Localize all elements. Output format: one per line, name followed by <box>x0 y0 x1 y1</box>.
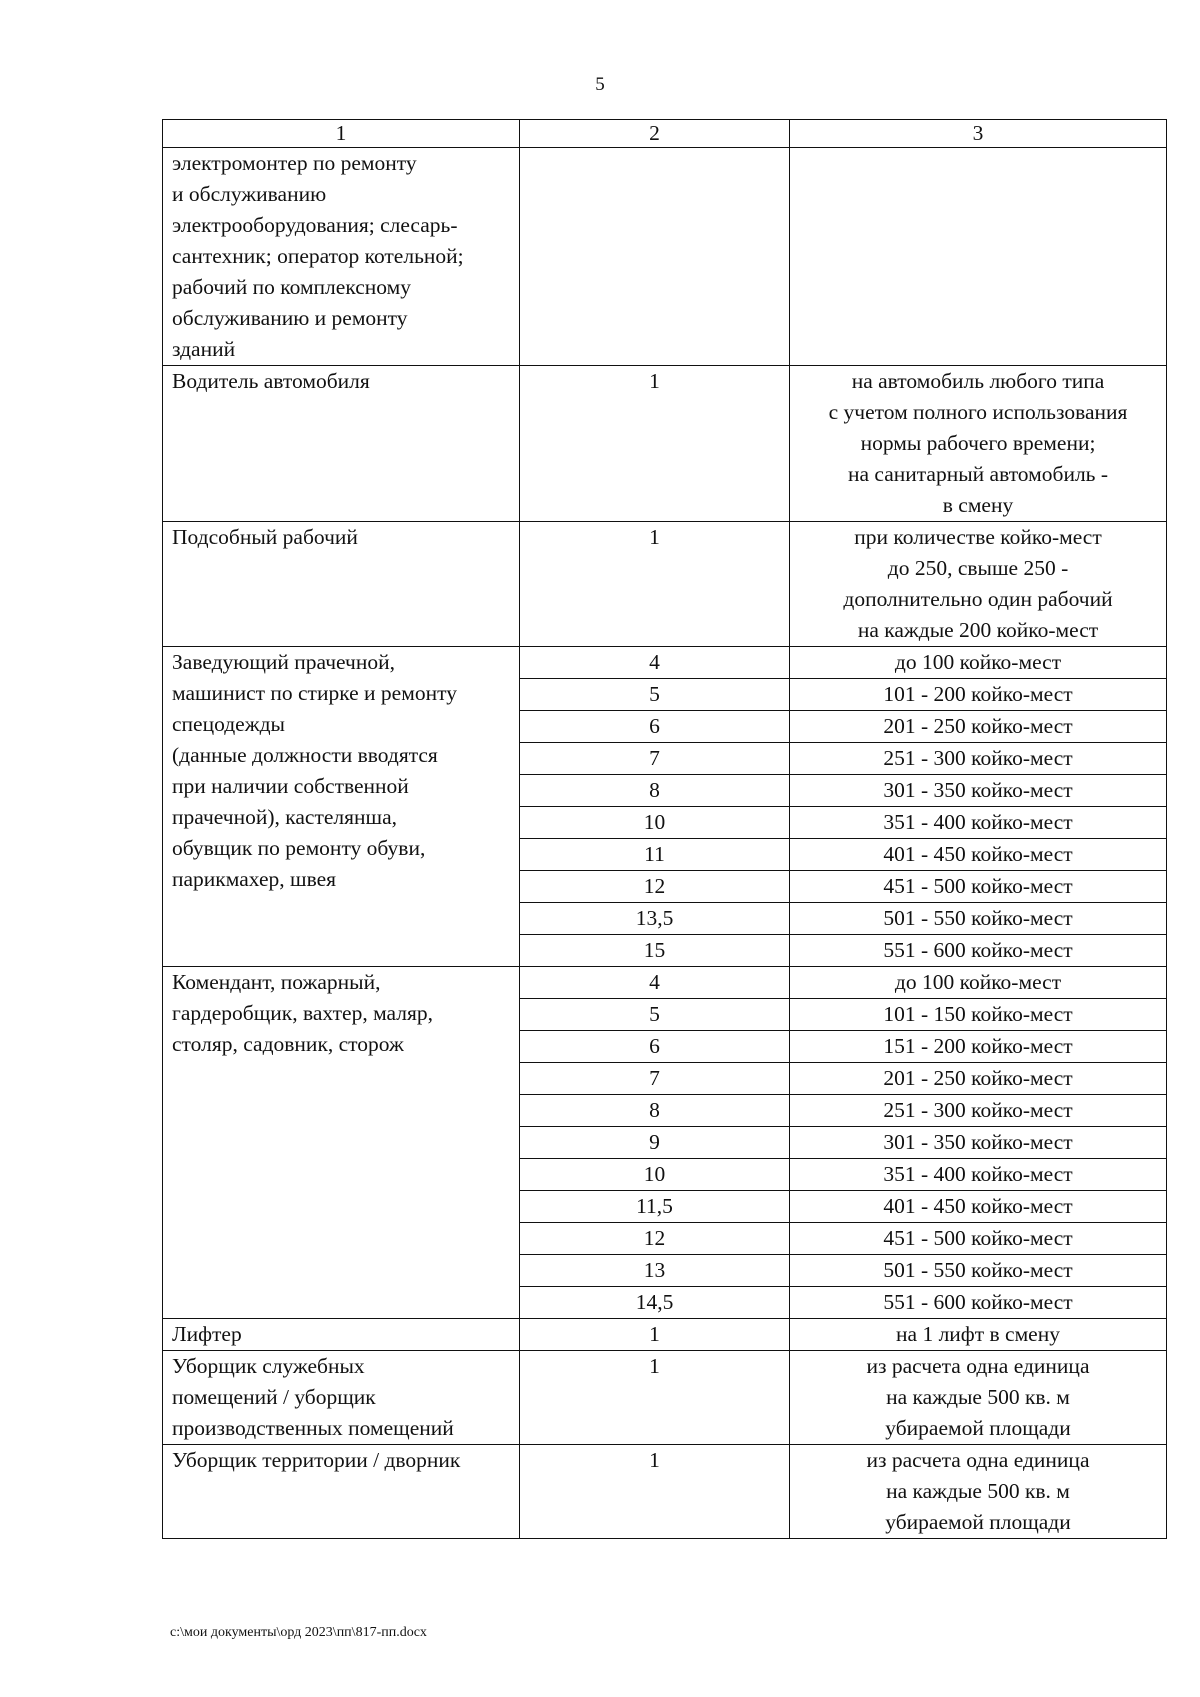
note-cell: из расчета одна единица на каждые 500 кв. м убираемой площади <box>790 1445 1167 1539</box>
quantity-cell: 1 <box>520 1351 790 1445</box>
note-cell: 251 - 300 койко-мест <box>790 1095 1167 1127</box>
quantity-cell: 15 <box>520 935 790 967</box>
position-cell: Уборщик служебных помещений / уборщик производственных помещений <box>163 1351 520 1445</box>
quantity-cell: 1 <box>520 366 790 522</box>
note-cell: на 1 лифт в смену <box>790 1319 1167 1351</box>
note-cell: 551 - 600 койко-мест <box>790 935 1167 967</box>
quantity-cell: 5 <box>520 679 790 711</box>
column-header-3: 3 <box>790 120 1167 148</box>
note-cell: 501 - 550 койко-мест <box>790 1255 1167 1287</box>
quantity-cell: 8 <box>520 1095 790 1127</box>
position-cell: Комендант, пожарный, гардеробщик, вахтер, маляр, столяр, садовник, сторож <box>163 967 520 1319</box>
note-cell: 301 - 350 койко-мест <box>790 1127 1167 1159</box>
quantity-cell: 4 <box>520 647 790 679</box>
table-header <box>163 120 1167 148</box>
quantity-cell: 8 <box>520 775 790 807</box>
quantity-cell: 1 <box>520 522 790 647</box>
table-row <box>163 1319 1167 1351</box>
note-cell: 501 - 550 койко-мест <box>790 903 1167 935</box>
position-cell: электромонтер по ремонту и обслуживанию электрооборудования; слесарь- сантехник; оператор котельной; рабочий по комплексному обслуживанию и ремонту зданий <box>163 148 520 366</box>
quantity-cell: 11,5 <box>520 1191 790 1223</box>
quantity-cell: 10 <box>520 807 790 839</box>
table-row <box>163 1351 1167 1445</box>
quantity-cell: 12 <box>520 1223 790 1255</box>
position-cell: Подсобный рабочий <box>163 522 520 647</box>
quantity-cell: 6 <box>520 711 790 743</box>
note-cell: 151 - 200 койко-мест <box>790 1031 1167 1063</box>
file-path-footer: с:\мои документы\орд 2023\пп\817-пп.docx <box>170 1625 427 1640</box>
table-row <box>163 148 1167 366</box>
note-cell: 401 - 450 койко-мест <box>790 839 1167 871</box>
quantity-cell: 7 <box>520 1063 790 1095</box>
note-cell: 251 - 300 койко-мест <box>790 743 1167 775</box>
quantity-cell: 14,5 <box>520 1287 790 1319</box>
note-cell <box>790 148 1167 366</box>
note-cell: 351 - 400 койко-мест <box>790 807 1167 839</box>
quantity-cell: 9 <box>520 1127 790 1159</box>
quantity-cell: 1 <box>520 1319 790 1351</box>
note-cell: 101 - 150 койко-мест <box>790 999 1167 1031</box>
note-cell: из расчета одна единица на каждые 500 кв. м убираемой площади <box>790 1351 1167 1445</box>
position-cell: Уборщик территории / дворник <box>163 1445 520 1539</box>
table-body <box>163 148 1167 1539</box>
staffing-table <box>162 119 1167 1539</box>
column-header-1: 1 <box>163 120 520 148</box>
note-cell: 301 - 350 койко-мест <box>790 775 1167 807</box>
position-cell: Лифтер <box>163 1319 520 1351</box>
column-header-2: 2 <box>520 120 790 148</box>
quantity-cell: 5 <box>520 999 790 1031</box>
note-cell: 401 - 450 койко-мест <box>790 1191 1167 1223</box>
note-cell: при количестве койко-мест до 250, свыше 250 - дополнительно один рабочий на каждые 200 койко-мест <box>790 522 1167 647</box>
note-cell: 201 - 250 койко-мест <box>790 711 1167 743</box>
page-number: 5 <box>595 74 605 95</box>
table-row <box>163 647 1167 679</box>
quantity-cell: 10 <box>520 1159 790 1191</box>
quantity-cell: 6 <box>520 1031 790 1063</box>
note-cell: 351 - 400 койко-мест <box>790 1159 1167 1191</box>
quantity-cell: 11 <box>520 839 790 871</box>
quantity-cell: 7 <box>520 743 790 775</box>
position-cell: Заведующий прачечной, машинист по стирке и ремонту спецодежды (данные должности вводятся при наличии собственной прачечной), кастелянша, обувщик по ремонту обуви, парикмахер, швея <box>163 647 520 967</box>
note-cell: 101 - 200 койко-мест <box>790 679 1167 711</box>
table-row <box>163 366 1167 522</box>
table-row <box>163 1445 1167 1539</box>
note-cell: на автомобиль любого типа с учетом полного использования нормы рабочего времени; на санитарный автомобиль - в смену <box>790 366 1167 522</box>
note-cell: до 100 койко-мест <box>790 967 1167 999</box>
table-row <box>163 522 1167 647</box>
quantity-cell: 13 <box>520 1255 790 1287</box>
table-row <box>163 967 1167 999</box>
note-cell: до 100 койко-мест <box>790 647 1167 679</box>
note-cell: 451 - 500 койко-мест <box>790 1223 1167 1255</box>
quantity-cell: 4 <box>520 967 790 999</box>
quantity-cell: 12 <box>520 871 790 903</box>
note-cell: 451 - 500 койко-мест <box>790 871 1167 903</box>
quantity-cell <box>520 148 790 366</box>
quantity-cell: 13,5 <box>520 903 790 935</box>
note-cell: 551 - 600 койко-мест <box>790 1287 1167 1319</box>
header-row <box>163 120 1167 148</box>
position-cell: Водитель автомобиля <box>163 366 520 522</box>
quantity-cell: 1 <box>520 1445 790 1539</box>
note-cell: 201 - 250 койко-мест <box>790 1063 1167 1095</box>
